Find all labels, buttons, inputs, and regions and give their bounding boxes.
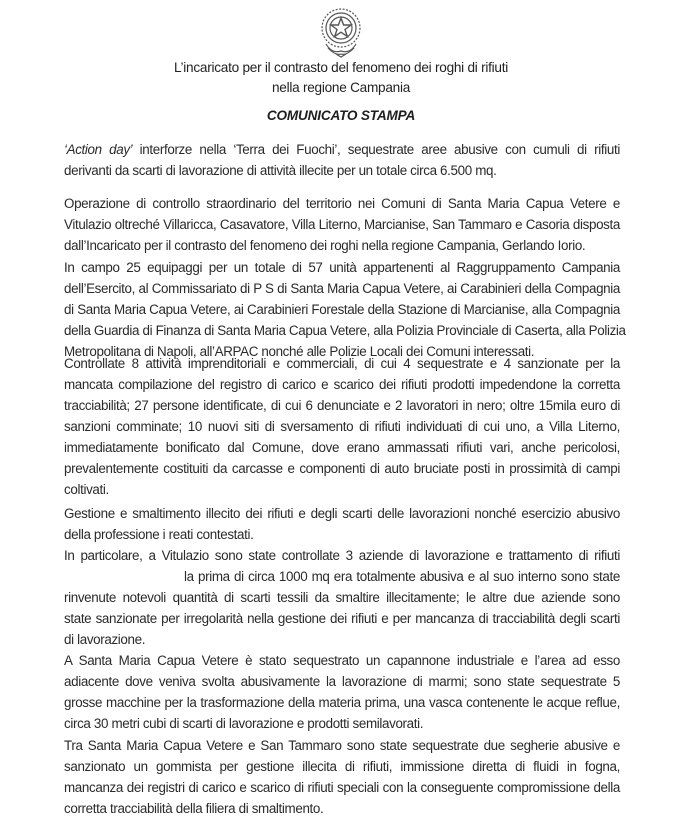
paragraph-line: Vitulazio oltreché Villaricca, Casavatore, Villa Literno, Marcianise, San Tammaro e Casoria disposta [64,217,620,232]
paragraph-line: In campo 25 equipaggi per un totale di 57 unità appartenenti al Raggruppamento Campania [64,260,620,275]
paragraph-line: della professione i reati contestati. [64,527,254,542]
italian-republic-emblem-icon [318,4,364,58]
paragraph-line [64,139,620,160]
paragraph-line: mancata compilazione del registro di carico e scarico dei rifiuti prodotti impedendone la corretta [64,377,620,392]
body-paragraph [64,503,620,545]
line-text: interforze nella ‘Terra dei Fuochi’, sequestrate aree abusive con cumuli di rifiuti [132,142,620,157]
paragraph-line: circa 30 metri cubi di scarti di lavorazione e prodotti semilavorati. [64,716,424,731]
paragraph-line: Gestione e smaltimento illecito dei rifiuti e degli scarti delle lavorazioni nonché esercizio abusivo [64,506,620,521]
paragraph-line: grosse macchine per la trasformazione della materia prima, una vasca contenente le acque reflue, [64,695,620,710]
italic-phrase: ‘Action day’ [64,142,133,157]
body-paragraph [64,139,620,181]
paragraph-line: Metropolitana di Napoli, all’ARPAC nonché alle Polizie Locali dei Comuni interessati. [64,344,535,359]
paragraph-line: dall’Incaricato per il contrasto del fenomeno dei roghi nella regione Campania, Gerlando Iorio. [64,238,586,253]
paragraph-line: In particolare, a Vitulazio sono state controllate 3 aziende di lavorazione e trattamento di rifiuti [64,548,620,563]
document-title: COMUNICATO STAMPA [266,108,416,123]
paragraph-line: di lavorazione. [64,632,146,647]
body-paragraph [64,257,626,362]
paragraph-line: mancanza dei registri di carico e scarico di rifiuti speciali con la conseguente compromissione della [64,780,620,795]
paragraph-line: derivanti da scarti di lavorazione di attività illecite per un totale circa 6.500 mq. [64,163,497,178]
header-authority-line: L’incaricato per il contrasto del fenomeno dei roghi di rifiuti [173,60,509,75]
paragraph-line: la prima di circa 1000 mq era totalmente abusiva e al suo interno sono state [184,569,620,584]
paragraph-line: state sanzionate per irregolarità nella gestione dei rifiuti e per mancanza di tracciabilità degli scarti [64,611,620,626]
header-region-line: nella regione Campania [271,80,411,95]
body-paragraph [64,353,620,500]
paragraph-line: prevalentemente costituiti da carcasse e componenti di auto bruciate posti in prossimità di campi [64,461,620,476]
paragraph-line: corretta tracciabilità della filiera di smaltimento. [64,801,324,816]
paragraph-line: di Santa Maria Capua Vetere, ai Carabinieri Forestale della Stazione di Marcianise, alla Compagnia [64,302,620,317]
paragraph-line: A Santa Maria Capua Vetere è stato sequestrato un capannone industriale e l’area ad esso [64,653,620,668]
body-paragraph [64,545,620,650]
paragraph-line: rinvenute notevoli quantità di scarti tessili da smaltire illecitamente; le altre due aziende sono [64,590,620,605]
paragraph-line: sanzionato un gommista per gestione illecita di rifiuti, immissione diretta di fluidi in fogna, [64,759,620,774]
paragraph-line: dell’Esercito, al Commissariato di P S di Santa Maria Capua Vetere, ai Carabinieri della Compagnia [64,281,620,296]
paragraph-line: sanzioni comminate; 10 nuovi siti di sversamento di rifiuti individuati di cui uno, a Villa Literno, [64,419,620,434]
paragraph-line: tracciabilità; 27 persone identificate, di cui 6 denunciate e 2 lavoratori in nero; oltre 15mila euro di [64,398,620,413]
paragraph-line: immediatamente bonificato dal Comune, dove erano ammassati rifiuti vari, anche pericolosi, [64,440,620,455]
body-paragraph [64,193,620,256]
body-paragraph [64,650,620,734]
paragraph-line: della Guardia di Finanza di Santa Maria Capua Vetere, alla Polizia Provinciale di Caserta, alla Polizia [64,323,626,338]
paragraph-line: Controllate 8 attività imprenditoriali e commerciali, di cui 4 sequestrate e 4 sanzionate per la [64,356,620,371]
body-paragraph [64,735,620,819]
paragraph-line: adiacente dove veniva svolta abusivamente la lavorazione di marmi; sono state sequestrate 5 [64,674,620,689]
paragraph-line: Tra Santa Maria Capua Vetere e San Tammaro sono state sequestrate due segherie abusive e [64,738,620,753]
paragraph-line: coltivati. [64,482,109,497]
paragraph-line: Operazione di controllo straordinario del territorio nei Comuni di Santa Maria Capua Vetere e [64,196,620,211]
